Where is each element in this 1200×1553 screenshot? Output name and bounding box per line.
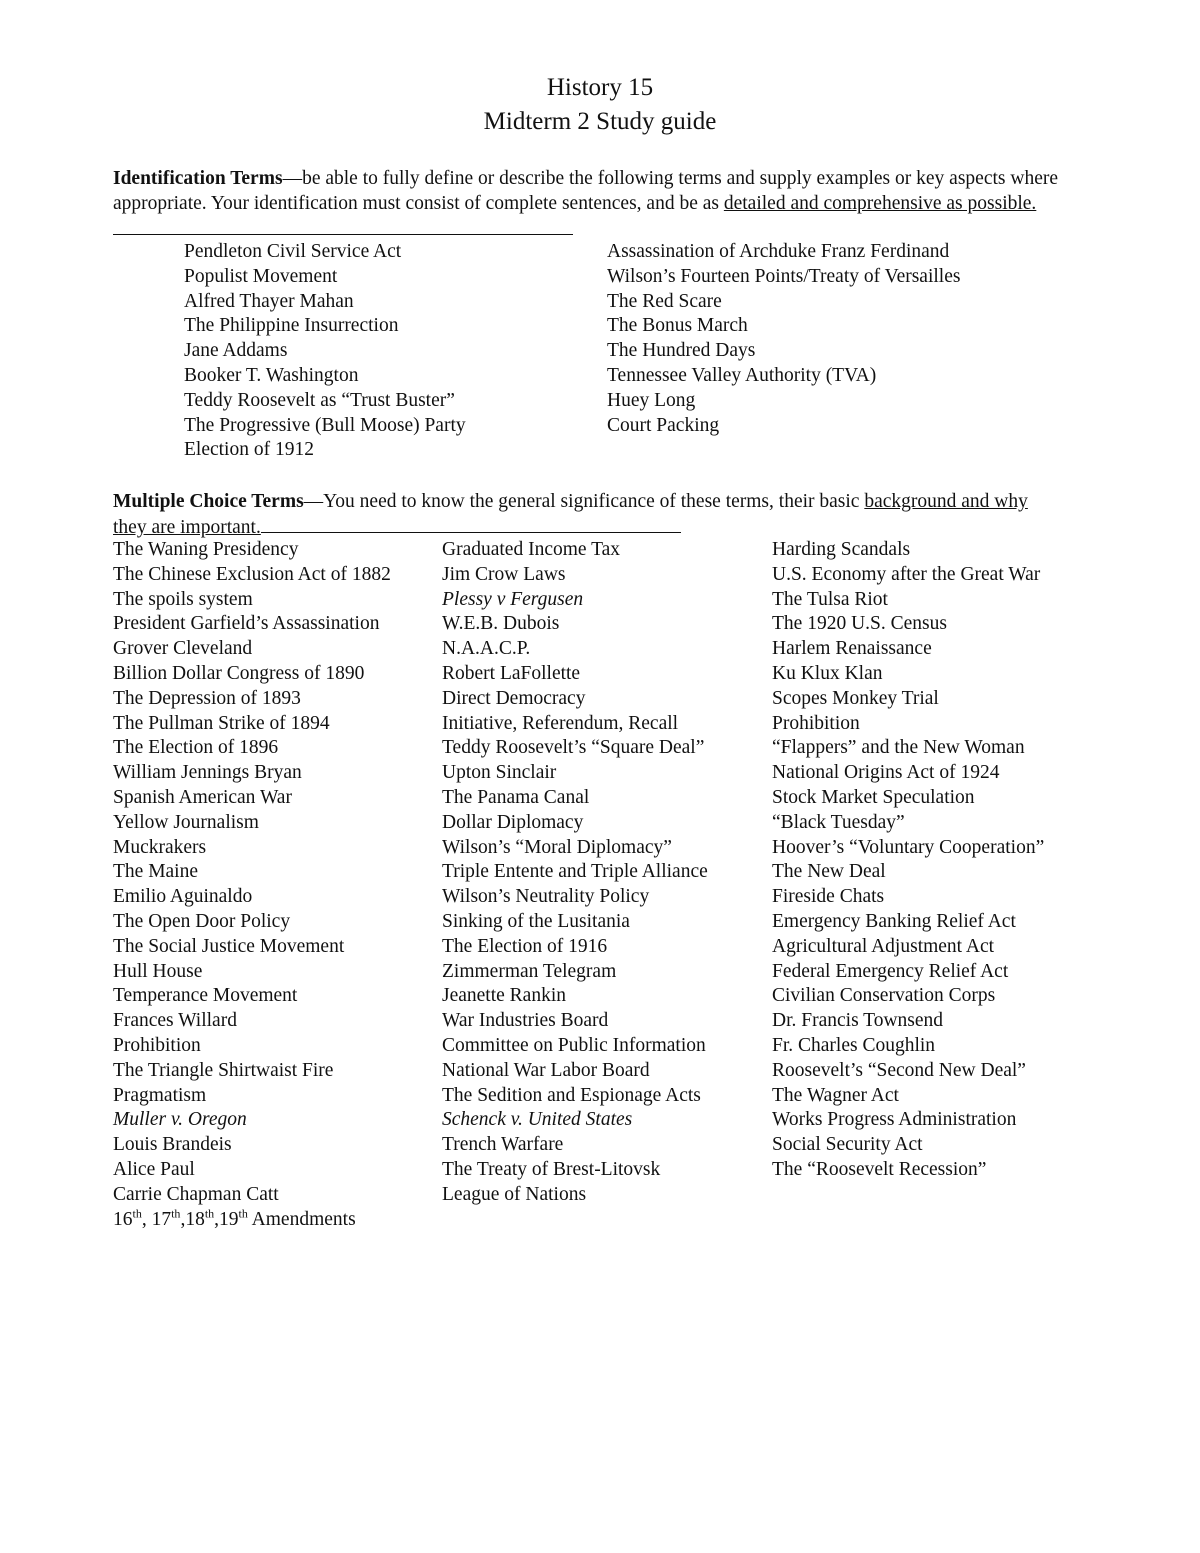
mc-term: The Chinese Exclusion Act of 1882: [113, 563, 391, 585]
mc-term: Triple Entente and Triple Alliance: [442, 861, 708, 883]
mc-term: National War Labor Board: [442, 1059, 650, 1081]
mc-term: W.E.B. Dubois: [442, 613, 560, 635]
id-term: Election of 1912: [184, 439, 314, 461]
mc-term: Alice Paul: [113, 1158, 195, 1180]
mc-term: Sinking of the Lusitania: [442, 910, 630, 932]
identification-heading: Identification Terms: [113, 168, 283, 189]
mc-term: Works Progress Administration: [772, 1109, 1017, 1131]
mc-term: The Sedition and Espionage Acts: [442, 1084, 701, 1106]
mc-term: Federal Emergency Relief Act: [772, 960, 1009, 982]
mc-term: Hull House: [113, 960, 203, 982]
mc-terms-column-3: [772, 538, 1044, 1183]
id-term: The Bonus March: [607, 315, 748, 337]
identification-terms-left: [184, 240, 466, 463]
mc-term: The spoils system: [113, 588, 253, 610]
mc-term: Initiative, Referendum, Recall: [442, 712, 679, 734]
identification-instructions-underlined: detailed and comprehensive as possible.: [723, 193, 1037, 214]
id-term: Wilson’s Fourteen Points/Treaty of Versailles: [607, 265, 961, 287]
mc-term: President Garfield’s Assassination: [113, 613, 380, 635]
mc-term: The Pullman Strike of 1894: [113, 712, 330, 734]
identification-terms-right: [607, 240, 960, 438]
multiple-choice-intro: [113, 489, 1063, 540]
mc-term: “Flappers” and the New Woman: [772, 737, 1025, 759]
amendments-label: Amendments: [247, 1208, 356, 1230]
mc-term: The Maine: [113, 861, 199, 883]
mc-term: Fireside Chats: [772, 886, 885, 908]
mc-term: Emergency Banking Relief Act: [772, 910, 1016, 932]
mc-term: Stock Market Speculation: [772, 786, 975, 808]
id-term: The Progressive (Bull Moose) Party: [184, 414, 466, 436]
mc-term: Fr. Charles Coughlin: [772, 1034, 936, 1056]
mc-term: N.A.A.C.P.: [442, 638, 531, 660]
ordinal-suffix: th: [171, 1206, 181, 1221]
mc-term: William Jennings Bryan: [113, 762, 302, 784]
mc-terms-column-1: [113, 538, 391, 1232]
mc-term: Harding Scandals: [772, 539, 911, 560]
mc-term: Roosevelt’s “Second New Deal”: [772, 1059, 1026, 1081]
mc-term: League of Nations: [442, 1183, 587, 1205]
amendment-number: 17: [151, 1208, 172, 1230]
mc-term: Wilson’s Neutrality Policy: [442, 886, 650, 908]
mc-term: The Treaty of Brest-Litovsk: [442, 1158, 661, 1180]
identification-intro: [113, 166, 1063, 242]
amendment-number: 19: [219, 1208, 239, 1230]
underline-rule: [113, 216, 573, 235]
multiple-choice-instructions: —You need to know the general significance of these terms, their basic: [303, 491, 865, 512]
ordinal-suffix: th: [204, 1206, 215, 1221]
mc-term: Spanish American War: [113, 786, 292, 808]
id-term: Court Packing: [607, 414, 720, 436]
mc-term: Emilio Aguinaldo: [113, 886, 253, 908]
id-term: Booker T. Washington: [184, 364, 359, 386]
mc-term: Graduated Income Tax: [442, 539, 621, 560]
mc-term: Billion Dollar Congress of 1890: [113, 662, 365, 684]
mc-term: The Election of 1896: [113, 737, 279, 759]
id-term: Assassination of Archduke Franz Ferdinand: [607, 241, 950, 262]
separator: ,: [141, 1208, 152, 1230]
mc-term: Hoover’s “Voluntary Cooperation”: [772, 836, 1045, 858]
mc-term: The Social Justice Movement: [113, 935, 345, 957]
mc-term: The Election of 1916: [442, 935, 608, 957]
id-term: The Philippine Insurrection: [184, 315, 399, 337]
underline-rule: [261, 514, 681, 533]
mc-term: The Depression of 1893: [113, 687, 301, 709]
id-term: Populist Movement: [184, 265, 338, 287]
mc-term: Committee on Public Information: [442, 1034, 706, 1056]
mc-term: Carrie Chapman Catt: [113, 1183, 279, 1205]
mc-term: Muller v. Oregon: [113, 1109, 247, 1131]
mc-term: Frances Willard: [113, 1010, 237, 1032]
mc-term: The Wagner Act: [772, 1084, 899, 1106]
ordinal-suffix: th: [238, 1206, 248, 1221]
id-term: Jane Addams: [184, 340, 288, 362]
mc-term: Harlem Renaissance: [772, 638, 932, 660]
mc-term-amendments: [113, 1208, 391, 1233]
mc-term: Direct Democracy: [442, 687, 586, 709]
mc-term: Muckrakers: [113, 836, 207, 858]
id-term: The Red Scare: [607, 290, 722, 312]
amendment-number: 16: [113, 1208, 133, 1230]
mc-term: Wilson’s “Moral Diplomacy”: [442, 836, 672, 858]
mc-term: Social Security Act: [772, 1134, 923, 1156]
mc-term: Dollar Diplomacy: [442, 811, 584, 833]
identification-instructions: —be able to fully define or describe the following terms and supply examples or key aspects where appropriate. Your identification must consist of complete sentences, and be as: [113, 168, 1058, 214]
id-term: Teddy Roosevelt as “Trust Buster”: [184, 389, 455, 411]
mc-term: Robert LaFollette: [442, 662, 581, 684]
separator: ,: [214, 1208, 220, 1230]
mc-term: The Open Door Policy: [113, 910, 291, 932]
mc-term: Scopes Monkey Trial: [772, 687, 939, 709]
mc-term: Schenck v. United States: [442, 1109, 633, 1131]
id-term: Huey Long: [607, 389, 696, 411]
mc-term: Plessy v Fergusen: [442, 588, 584, 610]
mc-term: The New Deal: [772, 861, 886, 883]
course-title: History 15: [546, 74, 654, 101]
mc-term: Jeanette Rankin: [442, 985, 566, 1007]
mc-term: Civilian Conservation Corps: [772, 985, 996, 1007]
mc-term: Grover Cleveland: [113, 638, 253, 660]
id-term: Alfred Thayer Mahan: [184, 290, 354, 312]
mc-term: Trench Warfare: [442, 1134, 564, 1156]
mc-term: Pragmatism: [113, 1084, 207, 1106]
multiple-choice-instructions-underlined: background and why they are important.: [113, 491, 1028, 538]
mc-term: Yellow Journalism: [113, 811, 259, 833]
mc-term: The 1920 U.S. Census: [772, 613, 947, 635]
mc-term: The “Roosevelt Recession”: [772, 1158, 987, 1180]
mc-term: The Triangle Shirtwaist Fire: [113, 1059, 334, 1081]
mc-term: Agricultural Adjustment Act: [772, 935, 995, 957]
mc-term: Louis Brandeis: [113, 1134, 232, 1156]
mc-term: “Black Tuesday”: [772, 811, 905, 833]
page-title: Midterm 2 Study guide: [483, 108, 717, 135]
separator: ,: [180, 1208, 186, 1230]
id-term: Pendleton Civil Service Act: [184, 241, 402, 262]
mc-term: Upton Sinclair: [442, 762, 557, 784]
mc-term: The Tulsa Riot: [772, 588, 888, 610]
mc-term: U.S. Economy after the Great War: [772, 563, 1041, 585]
mc-term: War Industries Board: [442, 1010, 609, 1032]
mc-term: The Panama Canal: [442, 786, 590, 808]
mc-term: Prohibition: [113, 1034, 201, 1056]
amendment-number: 18: [185, 1208, 205, 1230]
mc-terms-column-2: [442, 538, 708, 1208]
id-term: The Hundred Days: [607, 340, 756, 362]
mc-term: The Waning Presidency: [113, 539, 299, 560]
mc-term: National Origins Act of 1924: [772, 762, 1000, 784]
mc-term: Prohibition: [772, 712, 860, 734]
mc-term: Zimmerman Telegram: [442, 960, 617, 982]
id-term: Tennessee Valley Authority (TVA): [607, 364, 877, 386]
mc-term: Ku Klux Klan: [772, 662, 883, 684]
mc-term: Teddy Roosevelt’s “Square Deal”: [442, 737, 705, 759]
multiple-choice-heading: Multiple Choice Terms: [113, 491, 304, 512]
mc-term: Temperance Movement: [113, 985, 298, 1007]
ordinal-suffix: th: [132, 1206, 142, 1221]
mc-term: Dr. Francis Townsend: [772, 1010, 944, 1032]
mc-term: Jim Crow Laws: [442, 563, 566, 585]
